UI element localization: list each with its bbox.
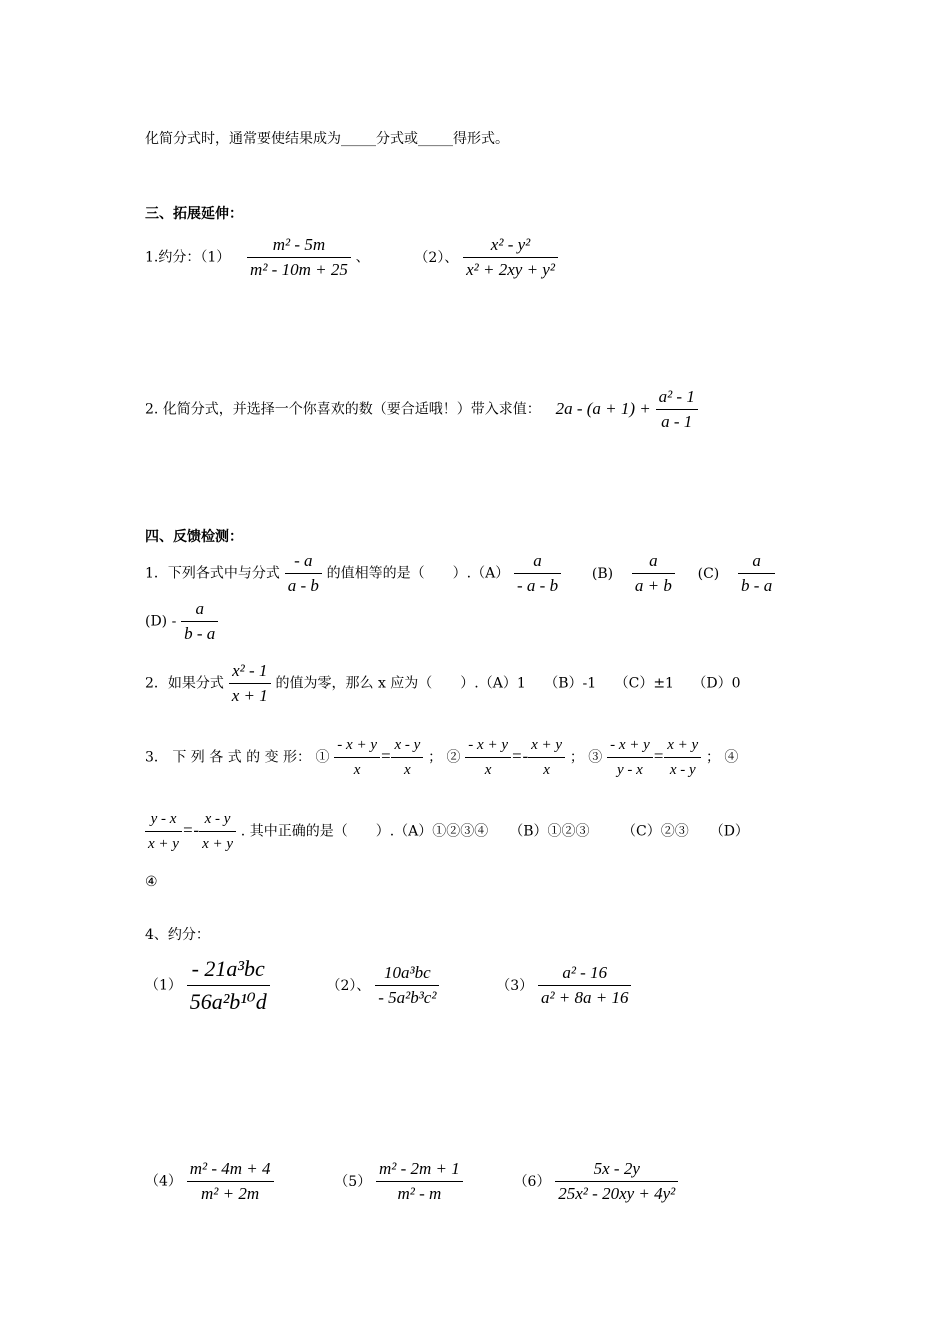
denominator: m² - m [397,1184,442,1203]
s4-q4-heading: 4、约分： [145,927,210,943]
q3-sep-3: ； ③ [569,749,603,766]
numerator: x + y [667,737,699,753]
s4-q2-lead: 2．如果分式 [145,675,224,692]
numerator: y - x [150,811,177,827]
numerator: - x + y [337,737,377,753]
numerator: x² - 1 [232,661,268,680]
s3-q1-label: 1.约分：（1） [145,249,231,266]
q3-e4-right [199,808,236,855]
p1-label: （1） [145,977,182,994]
numerator: a² - 1 [658,387,695,406]
q3-tail: . 其中正确的是（ ）.（A）①②③④ （B）①②③ （C）②③ （D） [240,823,749,840]
numerator: a [195,599,204,618]
numerator: a² - 16 [562,963,608,982]
numerator: - a [294,551,313,570]
numerator: x + y [531,737,563,753]
denominator: b - a [741,576,773,595]
option-c-fraction [738,550,775,597]
s4-q4-row-2 [145,1158,678,1205]
section-3-heading: 三、拓展延伸： [145,206,243,222]
denominator: a - b [287,576,319,595]
q3-e2-right [528,734,565,781]
denominator: y - x [617,762,643,778]
q3-e3-right [664,734,701,781]
denominator: 56a²b¹⁰d [189,989,267,1014]
s4-q3-lead: 3． 下 列 各 式 的 变 形： ① [145,749,330,766]
s4-q1-lead: 1．下列各式中与分式 [145,565,280,582]
option-d-label: (D) - [145,613,177,630]
option-b-label: (B) [591,565,614,582]
s4-q2-fraction [229,660,271,707]
denominator: x [404,762,411,778]
option-b-fraction [632,550,675,597]
p3-fraction [538,962,632,1009]
q3-sep-4: ； ④ [705,749,739,766]
intro-text: 化简分式时，通常要使结果成为_____分式或_____得形式。 [145,131,509,147]
s3-q1-fraction-1 [247,234,351,281]
numerator: x - y [204,811,231,827]
numerator: a [752,551,761,570]
numerator: - x + y [610,737,650,753]
section-4-heading: 四、反馈检测： [145,529,243,545]
p6-fraction [555,1158,678,1205]
numerator: m² - 5m [272,235,326,254]
denominator: m² + 2m [201,1184,260,1203]
numerator: a [533,551,542,570]
numerator: - 21a³bc [191,956,265,981]
denominator: a + b [634,576,672,595]
denominator: x² + 2xy + y² [466,260,555,279]
option-c-label: (C) [697,565,720,582]
option-a-fraction [514,550,561,597]
denominator: a - 1 [661,412,693,431]
denominator: b - a [184,624,216,643]
s4-q2-tail: 的值为零，那么 x 应为（ ）.（A）1 （B）-1 （C）±1 （D）0 [275,675,741,692]
s3-q2-fraction [656,386,698,433]
s3-q1-label-2: （2）、 [414,249,459,266]
p1-fraction [187,954,270,1017]
option-d-fraction [181,598,218,645]
s4-question-1 [145,550,775,597]
denominator: 25x² - 20xy + 4y² [558,1184,676,1203]
numerator: x² - y² [490,235,531,254]
denominator: x [484,762,492,778]
numerator: - x + y [468,737,508,753]
s4-question-2 [145,660,741,707]
denominator: - 5a²b³c² [378,988,437,1007]
p5-label: （5） [334,1173,372,1190]
denominator: x + 1 [231,686,268,705]
denominator: x [543,762,550,778]
q3-tail-2: ④ [145,874,158,890]
p3-label: （3） [496,977,534,994]
s4-q1-given-fraction [285,550,322,597]
denominator: x + y [202,836,234,852]
separator: 、 [355,249,370,266]
s3-q2-expression: 2a - (a + 1) + [555,398,651,418]
s3-question-2 [145,386,698,433]
s3-q2-label: 2. 化简分式，并选择一个你喜欢的数（要合适哦！）带入求值： [145,401,541,418]
s3-q1-fraction-2 [463,234,558,281]
q3-e2-left [465,734,511,781]
denominator: - a - b [517,576,559,595]
denominator: m² - 10m + 25 [250,260,348,279]
numerator: a [649,551,658,570]
s3-question-1 [145,234,558,281]
s4-question-3-cont: $\frac{y - x}{x + y}$ =- $\frac{x - y}{x + y}$ . 其中正确的是（ ）.（A）①②③④ （B）①②③ （C）②③ （D） [145,808,749,855]
denominator: x [353,762,361,778]
numerator: 5x - 2y [593,1159,640,1178]
q3-e1-right [391,734,423,781]
s4-q4-row-1 [145,954,631,1017]
numerator: m² - 4m + 4 [189,1159,271,1178]
numerator: 10a³bc [384,963,431,982]
q3-e4-left [145,808,182,855]
denominator: x - y [669,762,696,778]
p4-label: （4） [145,1173,182,1190]
numerator: x - y [394,737,421,753]
numerator: m² - 2m + 1 [378,1159,460,1178]
s4-q1-mid: 的值相等的是（ ）.（A） [326,565,510,582]
denominator: a² + 8a + 16 [540,988,629,1007]
denominator: x + y [148,836,179,852]
p2-label: （2）、 [326,977,371,994]
q3-e1-left [334,734,380,781]
s4-question-3: 3． 下 列 各 式 的 变 形： ① $\frac{- x + y}{x}$ = $\frac{x - y}{x}$ ； ② $\frac{- x + y}{x}$ =- $\frac{x + y}{x}$ ； ③ $\frac{- x + y}{y - x}$ = $\frac{x + y}{x - y}$ ； ④ [145,734,738,781]
p6-label: （6） [513,1173,551,1190]
p2-fraction [375,962,439,1009]
s4-q1-option-d [145,598,218,645]
q3-e3-left [607,734,653,781]
p5-fraction [376,1158,463,1205]
p4-fraction [187,1158,274,1205]
q3-sep-2: ； ② [428,749,461,766]
